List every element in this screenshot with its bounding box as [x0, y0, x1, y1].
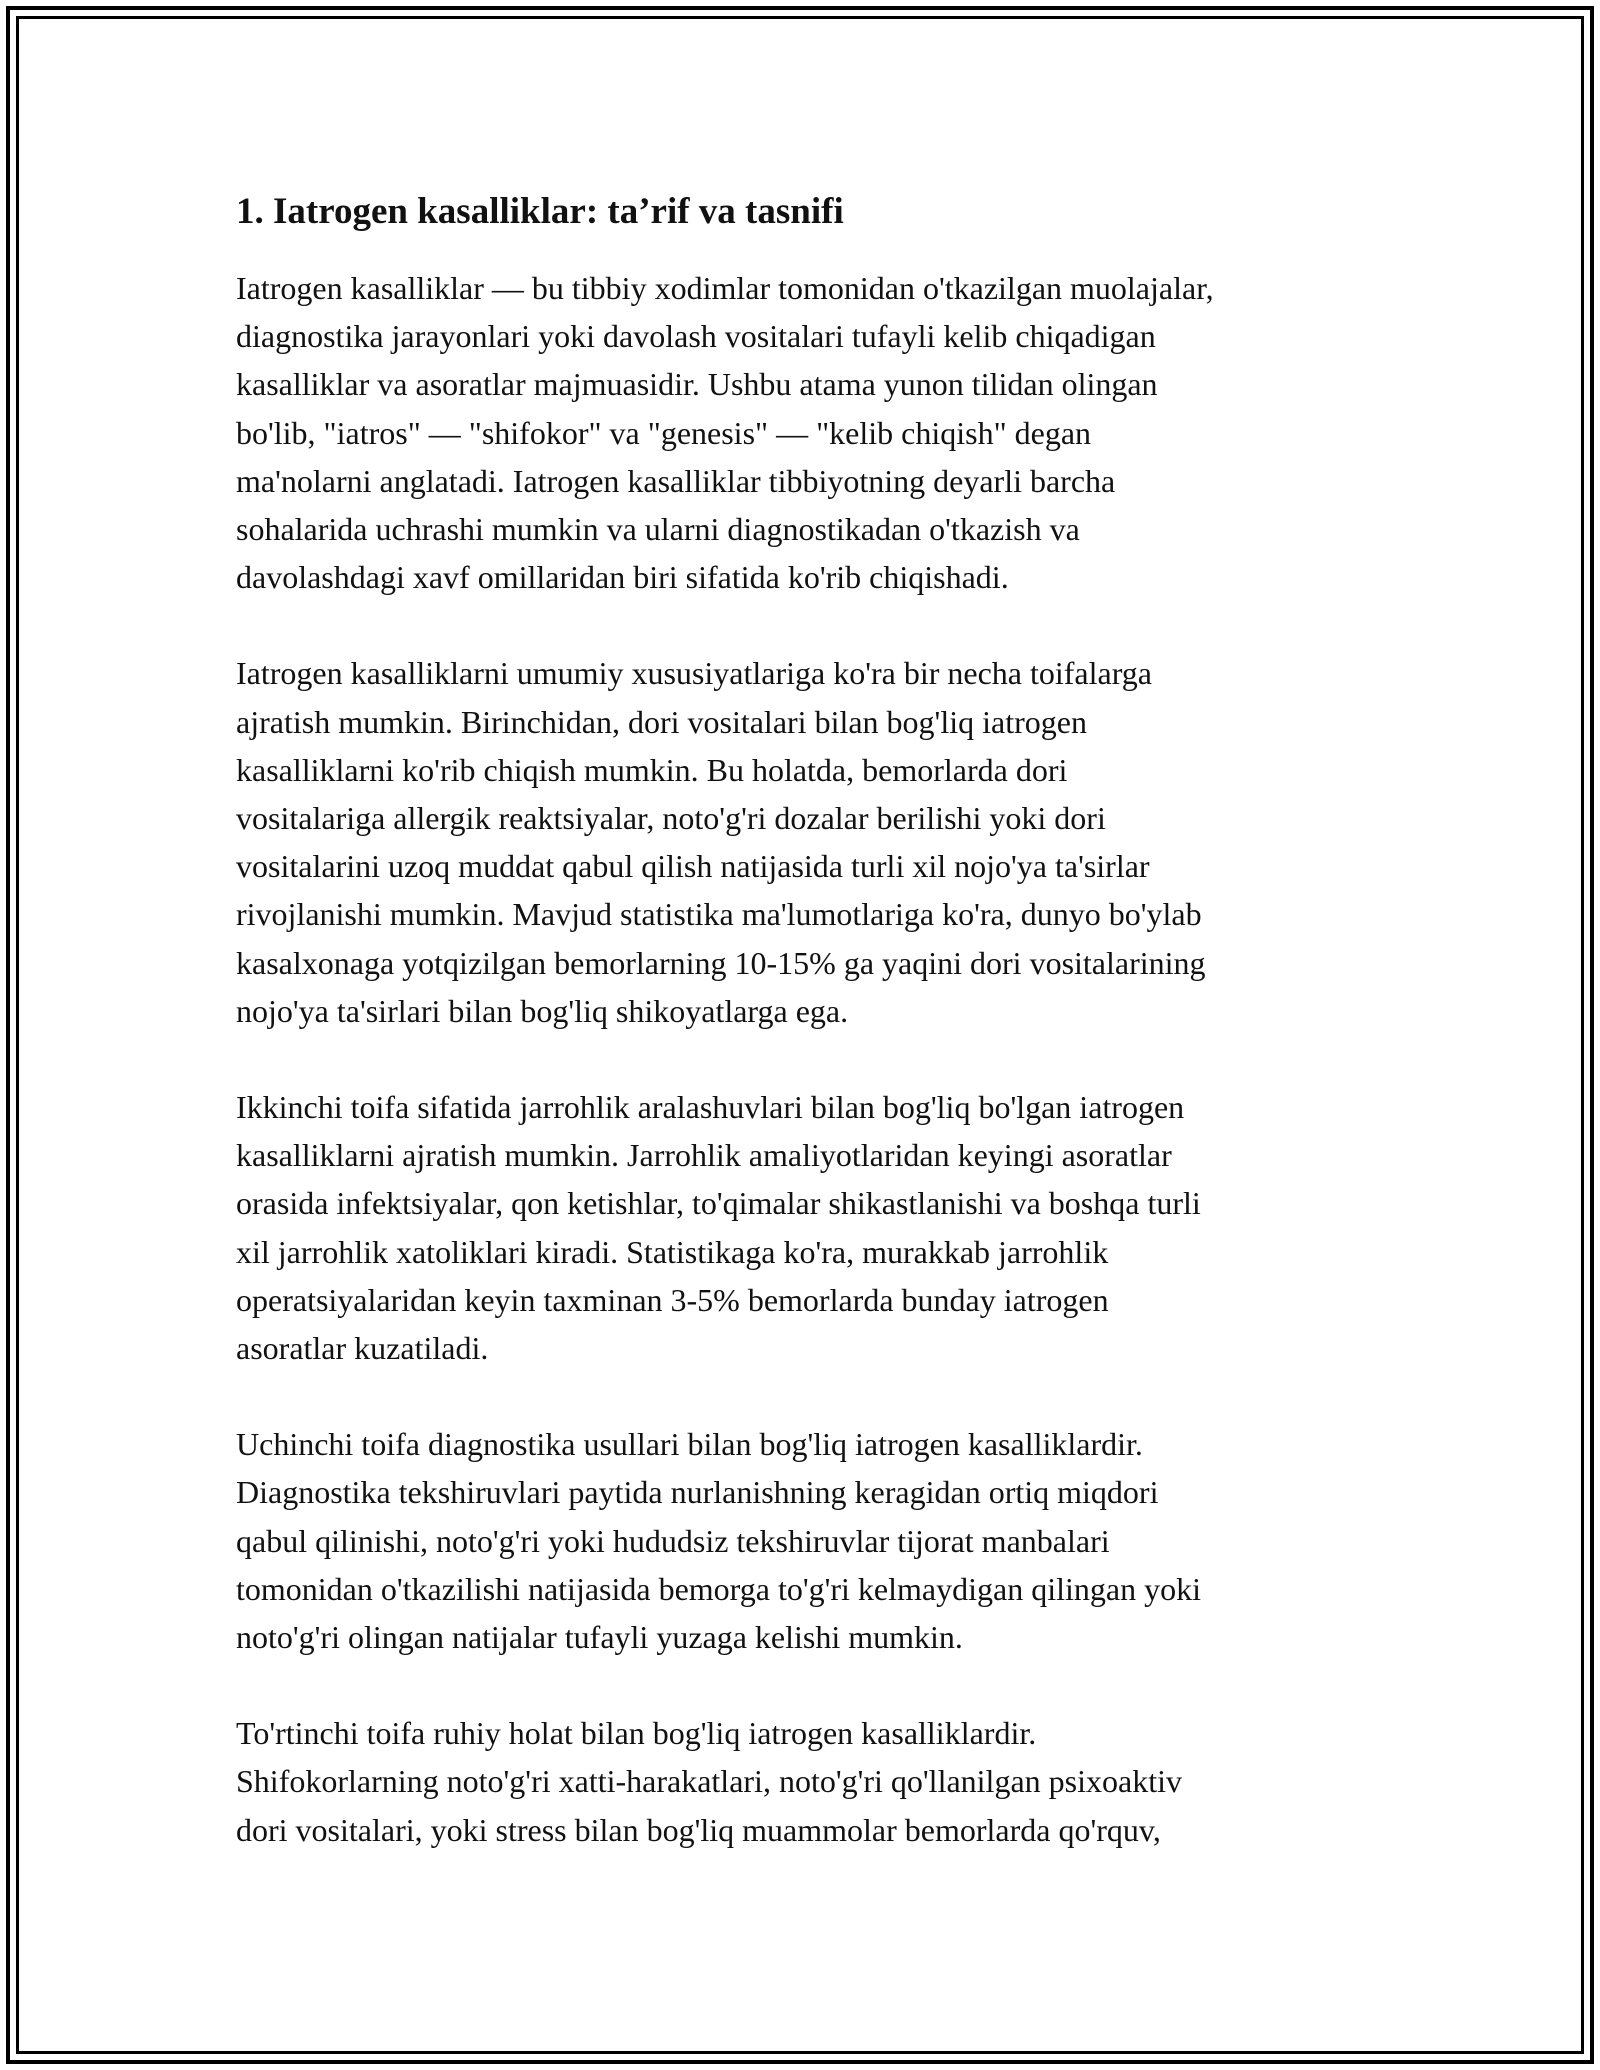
text-line: Shifokorlarning noto'g'ri xatti-harakatlari, noto'g'ri qo'llanilgan psixoaktiv — [236, 1763, 1182, 1800]
paragraph-drug-related — [236, 649, 1376, 1035]
text-line: ajratish mumkin. Birinchidan, dori vositalari bilan bog'liq iatrogen — [236, 703, 1087, 740]
text-line: tomonidan o'tkazilishi natijasida bemorga to'g'ri kelmaydigan qilingan yoki — [236, 1570, 1201, 1607]
text-line: qabul qilinishi, noto'g'ri yoki hududsiz tekshiruvlar tijorat manbalari — [236, 1522, 1110, 1559]
text-line: ma'nolarni anglatadi. Iatrogen kasalliklar tibbiyotning deyarli barcha — [236, 462, 1116, 499]
text-line: kasalliklarni ajratish mumkin. Jarrohlik amaliyotlaridan keyingi asoratlar — [236, 1137, 1172, 1174]
text-line: Uchinchi toifa diagnostika usullari bilan bog'liq iatrogen kasalliklardir. — [236, 1426, 1143, 1463]
text-line: dori vositalari, yoki stress bilan bog'liq muammolar bemorlarda qo'rquv, — [236, 1811, 1161, 1848]
paragraph-diagnostic — [236, 1420, 1376, 1661]
text-line: orasida infektsiyalar, qon ketishlar, to'qimalar shikastlanishi va boshqa turli — [236, 1185, 1201, 1222]
text-line: kasalliklarni ko'rib chiqish mumkin. Bu holatda, bemorlarda dori — [236, 751, 1068, 788]
text-line: kasalliklar va asoratlar majmuasidir. Ushbu atama yunon tilidan olingan — [236, 366, 1158, 403]
text-line: kasalxonaga yotqizilgan bemorlarning 10-15% ga yaqini dori vositalarining — [236, 944, 1206, 981]
text-line: operatsiyalaridan keyin taxminan 3-5% bemorlarda bunday iatrogen — [236, 1281, 1109, 1318]
text-line: asoratlar kuzatiladi. — [236, 1330, 489, 1367]
text-line: Diagnostika tekshiruvlari paytida nurlanishning keragidan ortiq miqdori — [236, 1474, 1159, 1511]
paragraph-surgical — [236, 1083, 1376, 1372]
text-line: Ikkinchi toifa sifatida jarrohlik aralashuvlari bilan bog'liq bo'lgan iatrogen — [236, 1089, 1185, 1126]
document-body — [236, 186, 1376, 1902]
text-line: Iatrogen kasalliklarni umumiy xususiyatlariga ko'ra bir necha toifalarga — [236, 655, 1152, 692]
text-line: noto'g'ri olingan natijalar tufayli yuzaga kelishi mumkin. — [236, 1619, 963, 1656]
text-line: vositalariga allergik reaktsiyalar, noto'g'ri dozalar berilishi yoki dori — [236, 800, 1106, 837]
text-line: davolashdagi xavf omillaridan biri sifatida ko'rib chiqishadi. — [236, 559, 1009, 596]
text-line: sohalarida uchrashi mumkin va ularni diagnostikadan o'tkazish va — [236, 511, 1080, 548]
text-line: diagnostika jarayonlari yoki davolash vositalari tufayli kelib chiqadigan — [236, 318, 1156, 355]
text-line: vositalarini uzoq muddat qabul qilish natijasida turli xil nojo'ya ta'sirlar — [236, 848, 1150, 885]
text-line: rivojlanishi mumkin. Mavjud statistika ma'lumotlariga ko'ra, dunyo bo'ylab — [236, 896, 1202, 933]
text-line: nojo'ya ta'sirlari bilan bog'liq shikoyatlarga ega. — [236, 992, 849, 1029]
text-line: xil jarrohlik xatoliklari kiradi. Statistikaga ko'ra, murakkab jarrohlik — [236, 1233, 1109, 1270]
text-line: bo'lib, "iatros" — "shifokor" va "genesis" — "kelib chiqish" degan — [236, 414, 1092, 451]
paragraph-psychological — [236, 1709, 1376, 1854]
paragraph-definition — [236, 264, 1376, 601]
section-heading: 1. Iatrogen kasalliklar: ta’rif va tasnifi — [236, 191, 844, 232]
text-line: To'rtinchi toifa ruhiy holat bilan bog'liq iatrogen kasalliklardir. — [236, 1715, 1037, 1752]
text-line: Iatrogen kasalliklar — bu tibbiy xodimlar tomonidan o'tkazilgan muolajalar, — [236, 270, 1214, 306]
